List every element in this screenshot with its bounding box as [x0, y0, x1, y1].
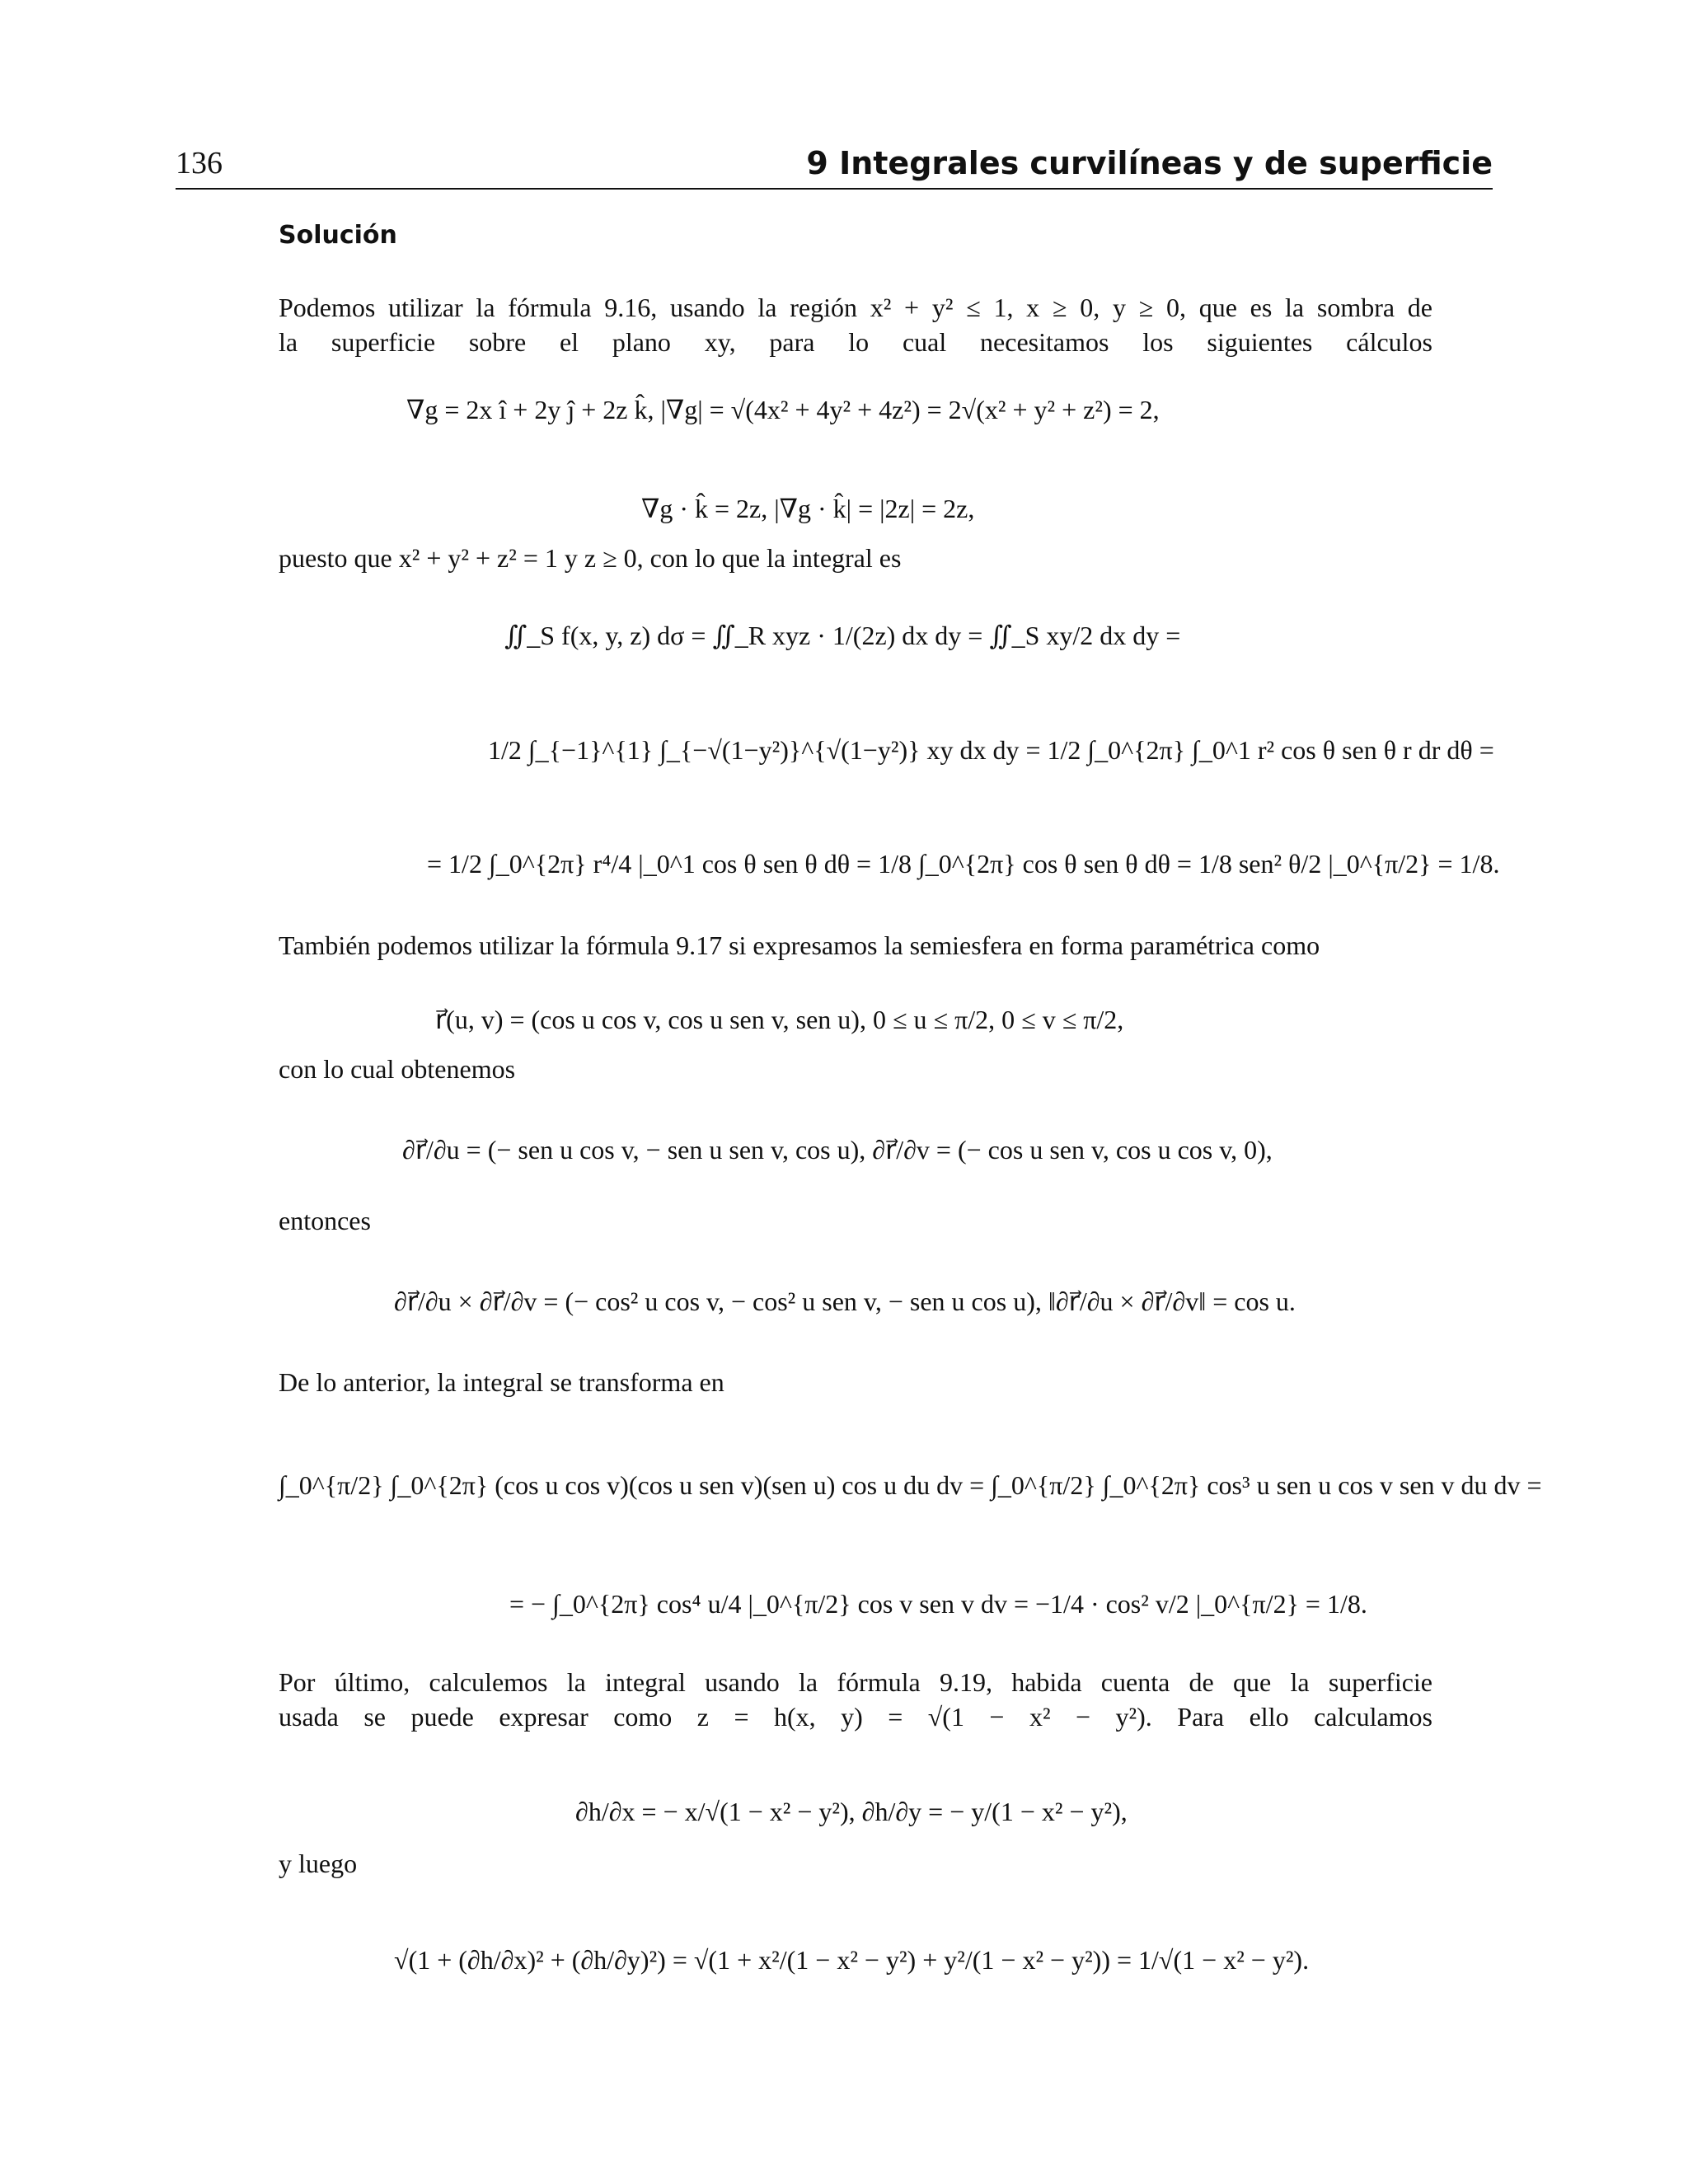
section-heading: Solución [279, 221, 397, 250]
paragraph-5: entonces [279, 1206, 371, 1235]
equation-parametric-integral: ∫_0^{π/2} ∫_0^{2π} (cos u cos v)(cos u sen v)(sen u) cos u du dv = ∫_0^{π/2} ∫_0^{2π} cos³ u sen u cos v sen v du dv = [279, 1470, 1542, 1500]
paragraph-3: También podemos utilizar la fórmula 9.17 si expresamos la semiesfera en forma paramétrica como [279, 930, 1320, 960]
paragraph-7-line-2: usada se puede expresar como z = h(x, y) = √(1 − x² − y²). Para ello calculamos [279, 1702, 1432, 1732]
chapter-title: 9 Integrales curvilíneas y de superficie [806, 145, 1493, 181]
equation-partials-h: ∂h/∂x = − x/√(1 − x² − y²), ∂h/∂y = − y/(1 − x² − y²), [575, 1797, 1128, 1826]
paragraph-8: y luego [279, 1849, 358, 1878]
equation-gradient: ∇g = 2x î + 2y ĵ + 2z k̂, |∇g| = √(4x² + 4y² + 4z²) = 2√(x² + y² + z²) = 2, [406, 395, 1160, 424]
equation-cross-product: ∂r⃗/∂u × ∂r⃗/∂v = (− cos² u cos v, − cos² u sen v, − sen u cos u), ‖∂r⃗/∂u × ∂r⃗/∂v‖ = cos u. [394, 1286, 1296, 1316]
equation-result-1: = 1/2 ∫_0^{2π} r⁴/4 |_0^1 cos θ sen θ dθ = 1/8 ∫_0^{2π} cos θ sen θ dθ = 1/8 sen² θ/2 |_0^{π/2} = 1/8. [427, 849, 1500, 879]
paragraph-2: puesto que x² + y² + z² = 1 y z ≥ 0, con lo que la integral es [279, 543, 902, 573]
paragraph-1-line-1: Podemos utilizar la fórmula 9.16, usando la región x² + y² ≤ 1, x ≥ 0, y ≥ 0, que es la sombra de [279, 293, 1432, 322]
paragraph-6: De lo anterior, la integral se transforma en [279, 1367, 724, 1397]
equation-result-2: = − ∫_0^{2π} cos⁴ u/4 |_0^{π/2} cos v sen v dv = −1/4 · cos² v/2 |_0^{π/2} = 1/8. [509, 1589, 1367, 1619]
equation-gradient-dot-k: ∇g · k̂ = 2z, |∇g · k̂| = |2z| = 2z, [641, 494, 975, 523]
equation-area-element: √(1 + (∂h/∂x)² + (∂h/∂y)²) = √(1 + x²/(1 − x² − y²) + y²/(1 − x² − y²)) = 1/√(1 − x² − y²). [394, 1945, 1310, 1975]
paragraph-4: con lo cual obtenemos [279, 1054, 516, 1084]
paragraph-7-line-1: Por último, calculemos la integral usando la fórmula 9.19, habida cuenta de que la superficie [279, 1667, 1432, 1697]
page-number: 136 [176, 146, 223, 180]
equation-parametrization: r⃗(u, v) = (cos u cos v, cos u sen v, sen u), 0 ≤ u ≤ π/2, 0 ≤ v ≤ π/2, [435, 1005, 1124, 1034]
equation-partial-derivatives: ∂r⃗/∂u = (− sen u cos v, − sen u sen v, cos u), ∂r⃗/∂v = (− cos u sen v, cos u cos v, 0), [402, 1135, 1273, 1165]
equation-surface-integral: ∬_S f(x, y, z) dσ = ∬_R xyz · 1/(2z) dx dy = ∬_S xy/2 dx dy = [504, 621, 1181, 650]
equation-polar-change: 1/2 ∫_{−1}^{1} ∫_{−√(1−y²)}^{√(1−y²)} xy dx dy = 1/2 ∫_0^{2π} ∫_0^1 r² cos θ sen θ r dr dθ = [488, 735, 1494, 765]
running-header [176, 138, 1493, 190]
paragraph-7 [279, 1665, 1432, 1734]
paragraph-1 [279, 290, 1432, 359]
paragraph-1-line-2: la superficie sobre el plano xy, para lo cual necesitamos los siguientes cálculos [279, 327, 1432, 357]
